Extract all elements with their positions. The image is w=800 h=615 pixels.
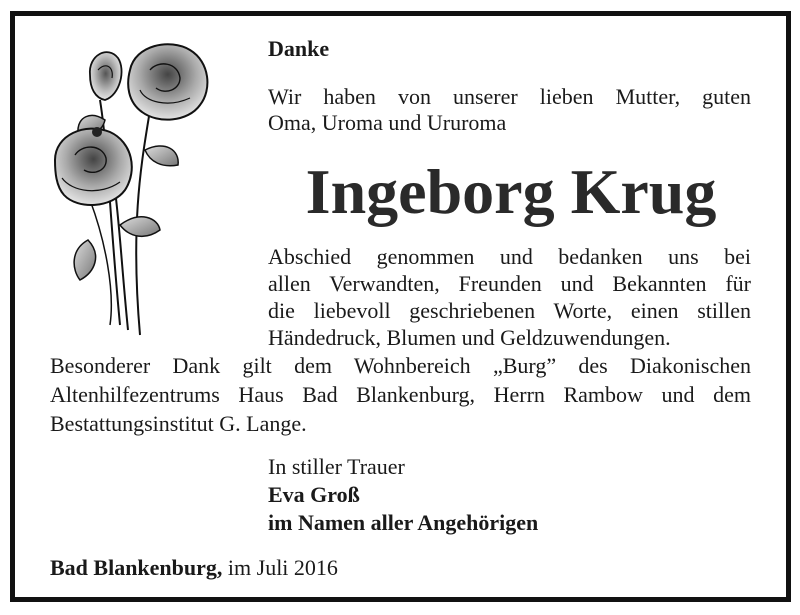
signer-name: Eva Groß	[268, 482, 360, 507]
roses-icon	[50, 40, 218, 340]
body-text	[268, 243, 751, 351]
intro-text	[268, 84, 751, 136]
intro-line: Wir haben von unserer lieben Mutter, guten	[268, 84, 751, 109]
deceased-name: Ingeborg Krug	[305, 156, 717, 227]
body-line: Abschied genommen und bedanken uns bei	[268, 244, 751, 269]
heading: Danke	[268, 36, 330, 61]
date: im Juli 2016	[222, 555, 338, 580]
thanks-text	[50, 351, 751, 438]
thanks-line: Altenhilfezentrums Haus Bad Blankenburg, Herrn Rambow und dem	[50, 382, 751, 407]
body-line: allen Verwandten, Freunden und Bekannten für	[268, 271, 751, 296]
place: Bad Blankenburg,	[50, 555, 223, 580]
body-line: Händedruck, Blumen und Geldzuwendungen.	[268, 325, 671, 350]
thanks-line: Besonderer Dank gilt dem Wohnbereich „Burg” des Diakonischen	[50, 353, 751, 378]
signature-block	[268, 453, 538, 537]
body-line: die liebevoll geschriebenen Worte, einen stillen	[268, 298, 751, 323]
mourning-line: In stiller Trauer	[268, 454, 405, 479]
signer-note: im Namen aller Angehörigen	[268, 510, 539, 535]
thanks-line: Bestattungsinstitut G. Lange.	[50, 411, 307, 436]
place-date	[50, 555, 338, 581]
intro-line: Oma, Uroma und Ururoma	[268, 110, 507, 135]
